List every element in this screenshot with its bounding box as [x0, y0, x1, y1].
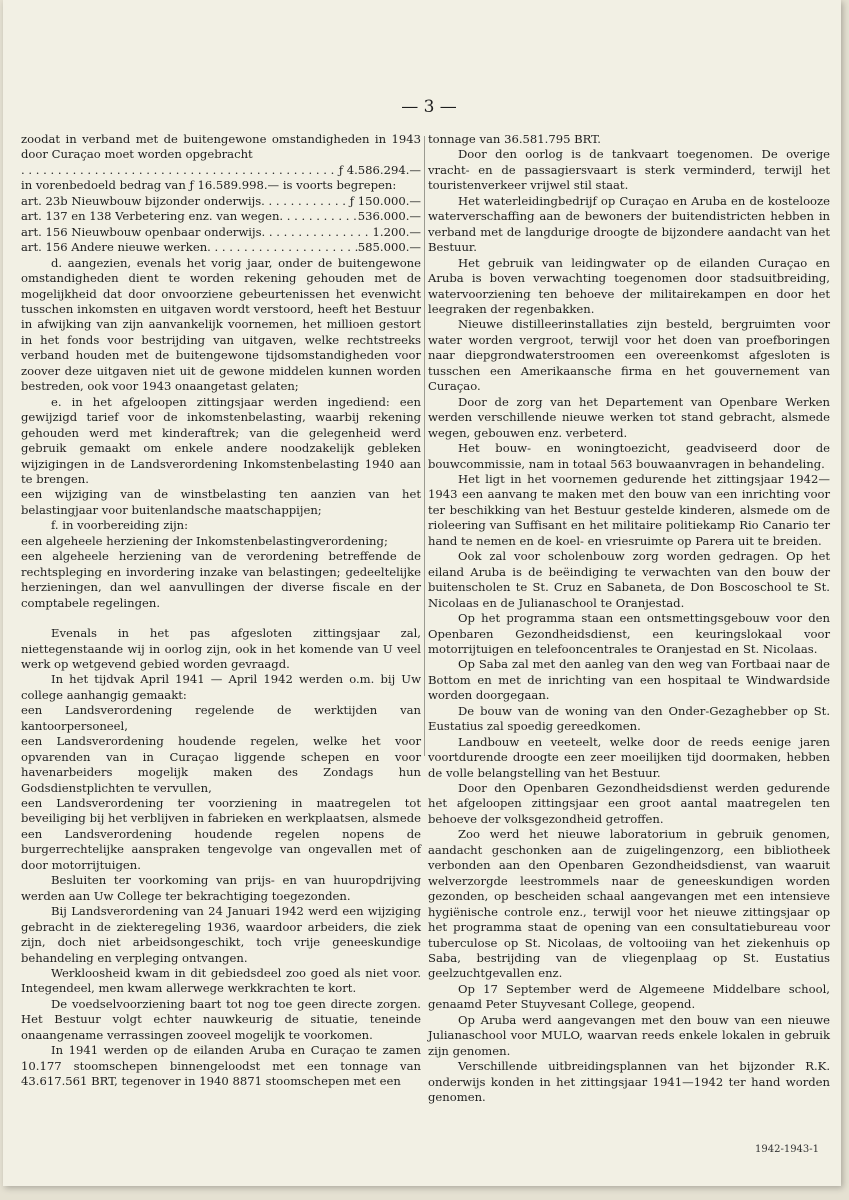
- paragraph: e. in het afgeloopen zittingsjaar werden ingediend: een gewijzigd tarief voor de inkomstenbelasting, waarbij rekening gehouden werd met kinderaftrek; van die gelegenheid werd gebruik gemaakt om enkele andere noodzakelijk gebleken wijzigingen in de Landsverordening Inkomstenbelasting 1940 aan te brengen.: [21, 394, 421, 486]
- paragraph: een Landsverordening ter voorziening in maatregelen tot beveiliging bij het verblijven in fabrieken en werkplaatsen, alsmede een Landsverordening houdende regelen nopens de burgerrechtelijke aanspraken tengevolge van ongevallen met of door motorrijtuigen.: [21, 796, 421, 872]
- dot-leader: [21, 163, 339, 178]
- budget-item: [21, 240, 421, 255]
- budget-item: [21, 209, 421, 224]
- archive-code: 1942-1943-1: [755, 1144, 820, 1155]
- paragraph: Zoo werd het nieuwe laboratorium in gebruik genomen, aandacht geschonken aan de zuigelingenzorg, een bibliotheek verbonden aan den Openbaren Gezondheidsdienst, van waaruit welverzorgde leestrommels naar de geneeskundigen worden gezonden, op bescheiden schaal aangevangen met een intensieve hygiënische controle enz., terwijl voor het nieuwe zittingsjaar op het programma staat de opening van een consultatiebureau voor tuberculose op St. Nicolaas, de voltooiing van het ziekenhuis op Saba, bestrijding van de vliegenplaag op St. Eustatius geelzuchtgevallen enz.: [428, 827, 830, 981]
- paragraph: Door de zorg van het Departement van Openbare Werken werden verschillende nieuwe werken tot stand gebracht, alsmede wegen, gebouwen enz. verbeterd.: [428, 394, 830, 440]
- paragraph: Het ligt in het voornemen gedurende het zittingsjaar 1942—1943 een aanvang te maken met den bouw van een inrichting voor ter beschikking van het Bestuur gestelde kinderen, alsmede om de rioleering van Suffisant en het militaire politiekamp Rio Canario ter hand te nemen en de koel- en vriesruimte op Parera uit te breiden.: [428, 471, 830, 548]
- budget-item-amount: ƒ 150.000.—: [349, 193, 421, 208]
- dot-leader: [279, 209, 357, 224]
- paragraph: een algeheele herziening van de verordening betreffende de rechtspleging en invordering inzake van belastingen; gedeeltelijke herzieningen, dan wel aanvullingen der diverse fiscale en der comptabele regelingen.: [21, 549, 421, 610]
- document-page: [3, 0, 841, 1186]
- paragraph: f. in voorbereiding zijn:: [51, 518, 189, 533]
- paragraph: een Landsverordening regelende de werktijden van kantoorpersoneel,: [21, 703, 421, 733]
- right-column: [428, 132, 830, 1106]
- left-column: [21, 132, 421, 1090]
- paragraph: In 1941 werden op de eilanden Aruba en Curaçao te zamen 10.177 stoomschepen binnengeloodst met een tonnage van 43.617.561 BRT, tegenover in 1940 8871 stoomschepen met een: [21, 1043, 421, 1089]
- budget-item-label: art. 156 Andere nieuwe werken: [21, 240, 208, 255]
- paragraph: d. aangezien, evenals het vorig jaar, onder de buitengewone omstandigheden dient te worden rekening gehouden met de mogelijkheid dat door onvoorziene gebeurtenissen het evenwicht tusschen inkomsten en uitgaven wordt verstoord, heeft het Bestuur in afwijking van zijn aanvankelijk voornemen, het millioen gestort in het fonds voor bestrijding van uitgaven, welke rechtstreeks verband houden met de buitengewone tijdsomstandigheden voor zoover deze uitgaven niet uit de gewone middelen kunnen worden bestreden, ook voor 1943 onaangetast gelaten;: [21, 255, 421, 394]
- paragraph: Door den Openbaren Gezondheidsdienst werden gedurende het afgeloopen zittingsjaar een groot aantal maatregelen ten behoeve der volksgezondheid getroffen.: [428, 781, 830, 826]
- paragraph: een Landsverordening houdende regelen, welke het voor opvarenden van in Curaçao liggende schepen en voor havenarbeiders mogelijk maken des Zondags hun Godsdienstplichten te vervullen,: [21, 734, 421, 795]
- paragraph: Nieuwe distilleerinstallaties zijn besteld, bergruimten voor water worden vergroot, terwijl voor het doen van proefboringen naar diepgrondwaterstroomen een overeenkomst afgesloten is tusschen een Amerikaansche firma en het gouvernement van Curaçao.: [428, 317, 830, 394]
- paragraph: De bouw van de woning van den Onder-Gezaghebber op St. Eustatius zal spoedig gereedkomen.: [428, 703, 830, 734]
- paragraph: Op Aruba werd aangevangen met den bouw van een nieuwe Julianaschool voor MULO, waarvan reeds enkele lokalen in gebruik zijn genomen.: [428, 1012, 830, 1058]
- paragraph: in vorenbedoeld bedrag van ƒ 16.589.998.— is voorts begrepen:: [21, 178, 397, 193]
- paragraph: Door den oorlog is de tankvaart toegenomen. De overige vracht- en de passagiersvaart is sterk verminderd, terwijl het touristenverkeer vrijwel stil staat.: [428, 147, 830, 193]
- column-divider: [424, 136, 425, 756]
- paragraph: Op het programma staan een ontsmettingsgebouw voor den Openbaren Gezondheidsdienst, een keuringslokaal voor motorrijtuigen en telefooncentrales te Oranjestad en St. Nicolaas.: [428, 611, 830, 656]
- page-number: — 3 —: [401, 97, 457, 117]
- budget-item-label: art. 156 Nieuwbouw openbaar onderwijs: [21, 224, 262, 239]
- paragraph: Op Saba zal met den aanleg van den weg van Fortbaai naar de Bottom en met de inrichting van een hospitaal te Windwardside worden doorgegaan.: [428, 657, 830, 703]
- paragraph: een wijziging van de winstbelasting ten aanzien van het belastingjaar voor buitenlandsche maatschappijen;: [21, 487, 421, 517]
- paragraph: Ook zal voor scholenbouw zorg worden gedragen. Op het eiland Aruba is de beëindiging te verwachten van den bouw der buitenscholen te St. Cruz en Sabaneta, de Don Boscoschool te St. Nicolaas en de Julianaschool te Oranjestad.: [428, 549, 830, 610]
- budget-item: [21, 225, 421, 240]
- paragraph: Het gebruik van leidingwater op de eilanden Curaçao en Aruba is boven verwachting toegenomen door stadsuitbreiding, watervoorziening ten behoeve der militairekampen en door het leegraken der regenbakken.: [428, 255, 830, 316]
- paragraph: tonnage van 36.581.795 BRT.: [428, 132, 601, 146]
- budget-item: [21, 194, 421, 209]
- paragraph: Landbouw en veeteelt, welke door de reeds eenige jaren voortdurende droogte een zeer moeilijken tijd doormaken, hebben de volle belangstelling van het Bestuur.: [428, 734, 830, 780]
- amount-value: ƒ 4.586.294.—: [338, 162, 421, 177]
- dot-leader: [207, 240, 358, 255]
- paragraph: Het bouw- en woningtoezicht, geadviseerd door de bouwcommissie, nam in totaal 563 bouwaanvragen in behandeling.: [428, 441, 830, 471]
- paragraph: Bij Landsverordening van 24 Januari 1942 werd een wijziging gebracht in de ziekteregeling 1936, waardoor arbeiders, die ziek zijn, doch niet arbeidsongeschikt, toch vrije geneeskundige behandeling en verpleging ontvangen.: [21, 904, 421, 965]
- budget-item-label: art. 23b Nieuwbouw bijzonder onderwijs: [21, 193, 262, 208]
- paragraph: Het waterleidingbedrijf op Curaçao en Aruba en de kostelooze waterverschaffing aan de bewoners der buitendistricten hebben in verband met de langdurige droogte de bijzondere aandacht van het Bestuur.: [428, 193, 830, 255]
- budget-item-amount: 1.200.—: [372, 224, 421, 239]
- budget-item-label: art. 137 en 138 Verbetering enz. van wegen: [21, 209, 280, 224]
- budget-item-amount: 536.000.—: [357, 209, 421, 224]
- intro-amount-line: [21, 163, 421, 178]
- paragraph: Werkloosheid kwam in dit gebiedsdeel zoo goed als niet voor. Integendeel, men kwam allerwege werkkrachten te kort.: [21, 966, 421, 996]
- dot-leader: [262, 225, 373, 240]
- paragraph: Op 17 September werd de Algemeene Middelbare school, genaamd Peter Stuyvesant College, geopend.: [428, 981, 830, 1012]
- dot-leader: [261, 194, 350, 209]
- paragraph: Verschillende uitbreidingsplannen van het bijzonder R.K. onderwijs konden in het zittingsjaar 1941—1942 ter hand worden genomen.: [428, 1059, 830, 1105]
- paragraph: Besluiten ter voorkoming van prijs- en van huuropdrijving werden aan Uw College ter bekrachtiging toegezonden.: [21, 873, 421, 903]
- budget-item-amount: 585.000.—: [357, 240, 421, 255]
- paragraph: In het tijdvak April 1941 — April 1942 werden o.m. bij Uw college aanhangig gemaakt:: [21, 672, 421, 702]
- paragraph: De voedselvoorziening baart tot nog toe geen directe zorgen. Het Bestuur volgt echter nauwkeurig de situatie, teneinde onaangename verrassingen zooveel mogelijk te voorkomen.: [21, 996, 421, 1042]
- paragraph: Evenals in het pas afgesloten zittingsjaar zal, niettegenstaande wij in oorlog zijn, ook in het komende van U veel werk op wetgevend gebied worden gevraagd.: [21, 626, 421, 671]
- paragraph: een algeheele herziening der Inkomstenbelastingverordening;: [21, 533, 388, 548]
- paragraph: zoodat in verband met de buitengewone omstandigheden in 1943 door Curaçao moet worden opgebracht: [21, 132, 421, 162]
